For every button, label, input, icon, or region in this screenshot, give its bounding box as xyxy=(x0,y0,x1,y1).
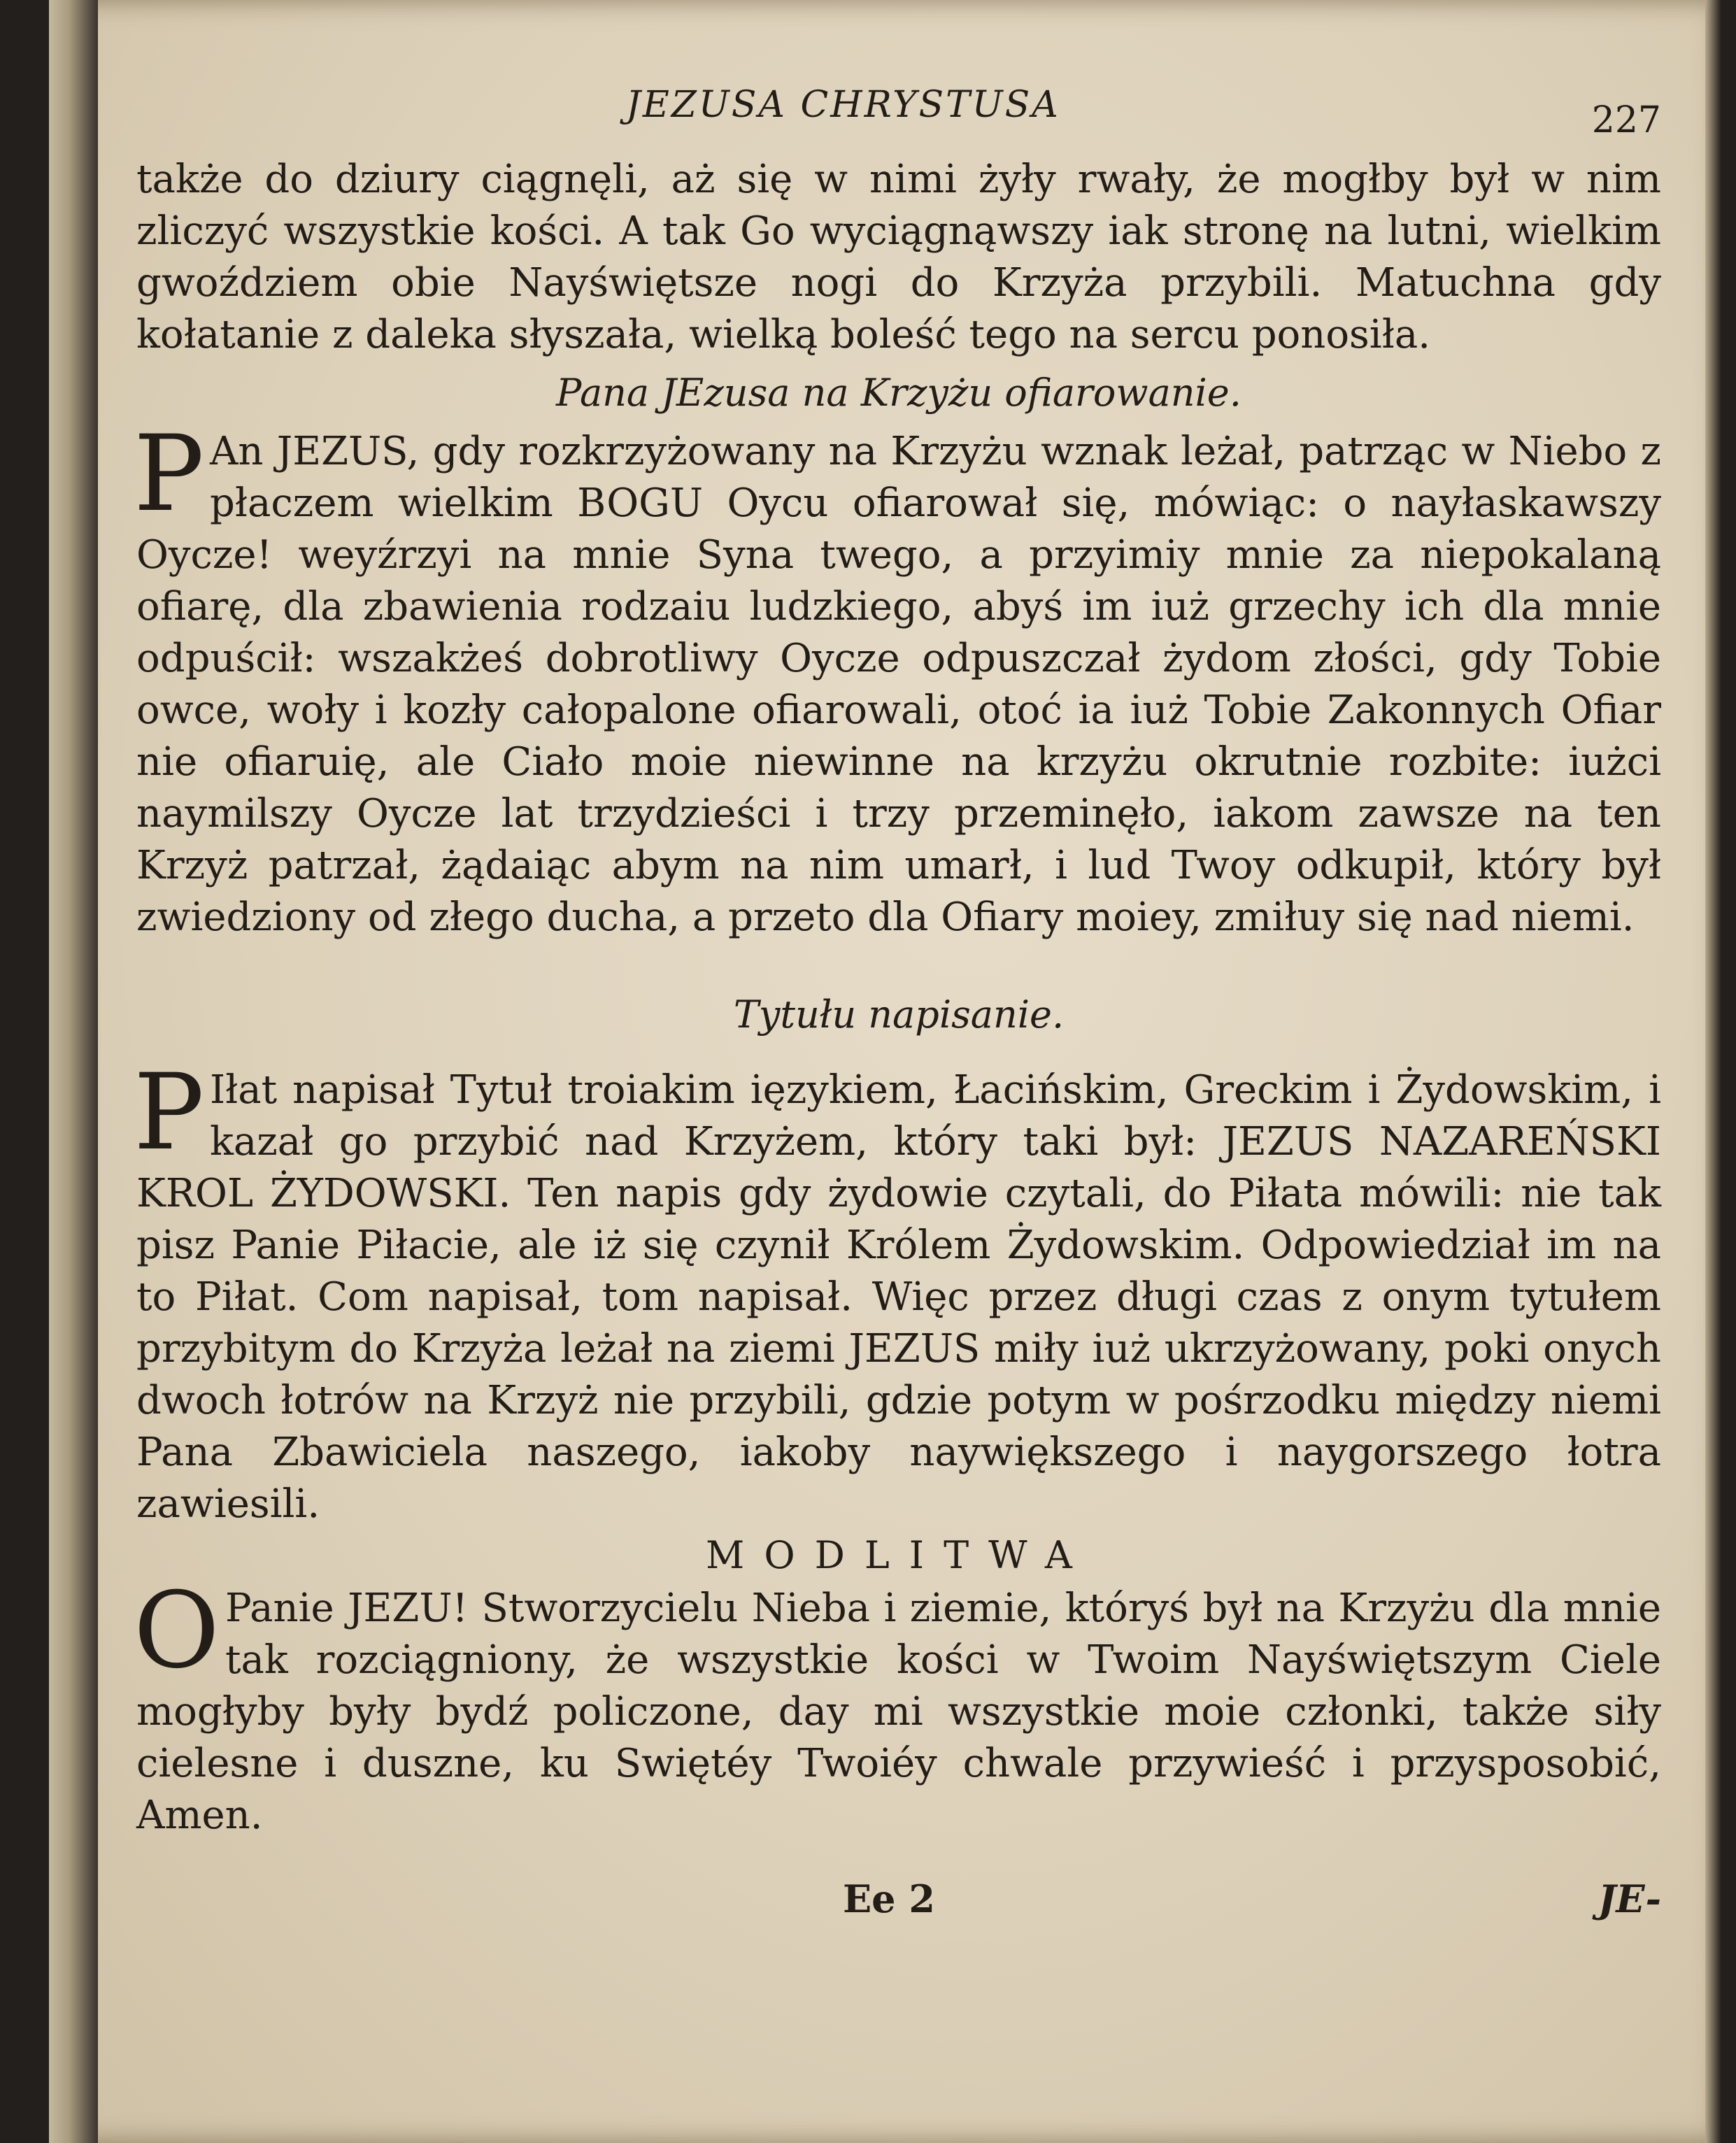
section-text: Iłat napisał Tytuł troiakim ięzykiem, Łacińskim, Greckim i Żydowskim, i kazał go przybić nad Krzyżem, który taki był: JEZUS NAZAREŃSKI KROL ŻYDOWSKI. Ten napis gdy żydowie czytali, do Piłata mówili: nie tak pisz Panie Piłacie, ale iż się czynił Królem Żydowskim. Odpowiedział im na to Piłat. Com napisał, tom napisał. Więc przez długi czas z onym tytułem przybitym do Krzyża leżał na ziemi JEZUS miły iuż ukrzyżowany, poki onych dwoch łotrów na Krzyż nie przybili, gdzie potym w pośrzodku między niemi Pana Zbawiciela naszego, iakoby naywiększego i naygorszego łotra zawiesili. xyxy=(136,1067,1661,1527)
catchword: JE- xyxy=(1598,1877,1661,1921)
running-head-title: JEZUSA CHRYSTUSA xyxy=(626,84,1060,126)
section-body-tytulu xyxy=(134,1052,1661,1530)
paragraph-continuation: także do dziury ciągnęli, aż się w nimi żyły rwały, że mogłby był w nim zliczyć wszystkie kości. A tak Go wyciągnąwszy iak stronę na lutni, wielkim gwoździem obie Nayświętsze nogi do Krzyża przybili. Matuchna gdy kołatanie z daleka słyszała, wielką boleść tego na sercu ponosiła. xyxy=(136,157,1661,357)
text-block xyxy=(136,84,1661,1946)
page-number: 227 xyxy=(1591,99,1661,141)
section-text: An JEZUS, gdy rozkrzyżowany na Krzyżu wznak leżał, patrząc w Niebo z płaczem wielkim BOGU Oycu ofiarował się, mówiąc: o nayłaskawszy Oycze! weyźrzyi na mnie Syna twego, a przyimiy mnie za niepokalaną ofiarę, dla zbawienia rodzaiu ludzkiego, abyś im iuż grzechy ich dla mnie odpuścił: wszakżeś dobrotliwy Oycze odpuszczał żydom złości, gdy Tobie owce, woły i kozły całopalone ofiarowali, otoć ia iuż Tobie Zakonnych Ofiar nie ofiaruię, ale Ciało moie niewinne na krzyżu okrutnie rozbite: iużci naymilszy Oycze lat trzydzieści i trzy przeminęło, iakom zawsze na ten Krzyż patrzał, żądaiąc abym na nim umarł, i lud Twoy odkupił, który był zwiedziony od złego ducha, a przeto dla Ofiary moiey, zmiłuy się nad niemi. xyxy=(136,429,1661,940)
running-head xyxy=(136,84,1661,154)
section-body-modlitwa xyxy=(134,1570,1661,1842)
page-footer xyxy=(136,1877,1661,1946)
drop-cap: O xyxy=(134,1570,220,1692)
drop-cap: P xyxy=(134,413,204,535)
section-heading-ofiarowanie: Pana JEzusa na Krzyżu ofiarowanie. xyxy=(556,371,1241,415)
section-body-ofiarowanie xyxy=(134,413,1661,944)
paper-sheet xyxy=(49,0,1721,2143)
drop-cap: P xyxy=(134,1052,204,1174)
section-heading-tytulu: Tytułu napisanie. xyxy=(733,992,1065,1037)
signature-mark: Ee 2 xyxy=(843,1877,935,1921)
section-heading-modlitwa: MODLITWA xyxy=(706,1533,1092,1577)
section-text: Panie JEZU! Stworzycielu Nieba i ziemie, któryś był na Krzyżu dla mnie tak rozciągniony, że wszystkie kości w Twoim Nayświętszym Ciele mogłyby były bydź policzone, day mi wszystkie moie członki, także siły cielesne i duszne, ku Swiętéy Twoiéy chwale przywieść i przysposobić, Amen. xyxy=(136,1586,1661,1838)
binding-gutter xyxy=(49,0,98,2143)
page-edge xyxy=(1705,0,1721,2143)
